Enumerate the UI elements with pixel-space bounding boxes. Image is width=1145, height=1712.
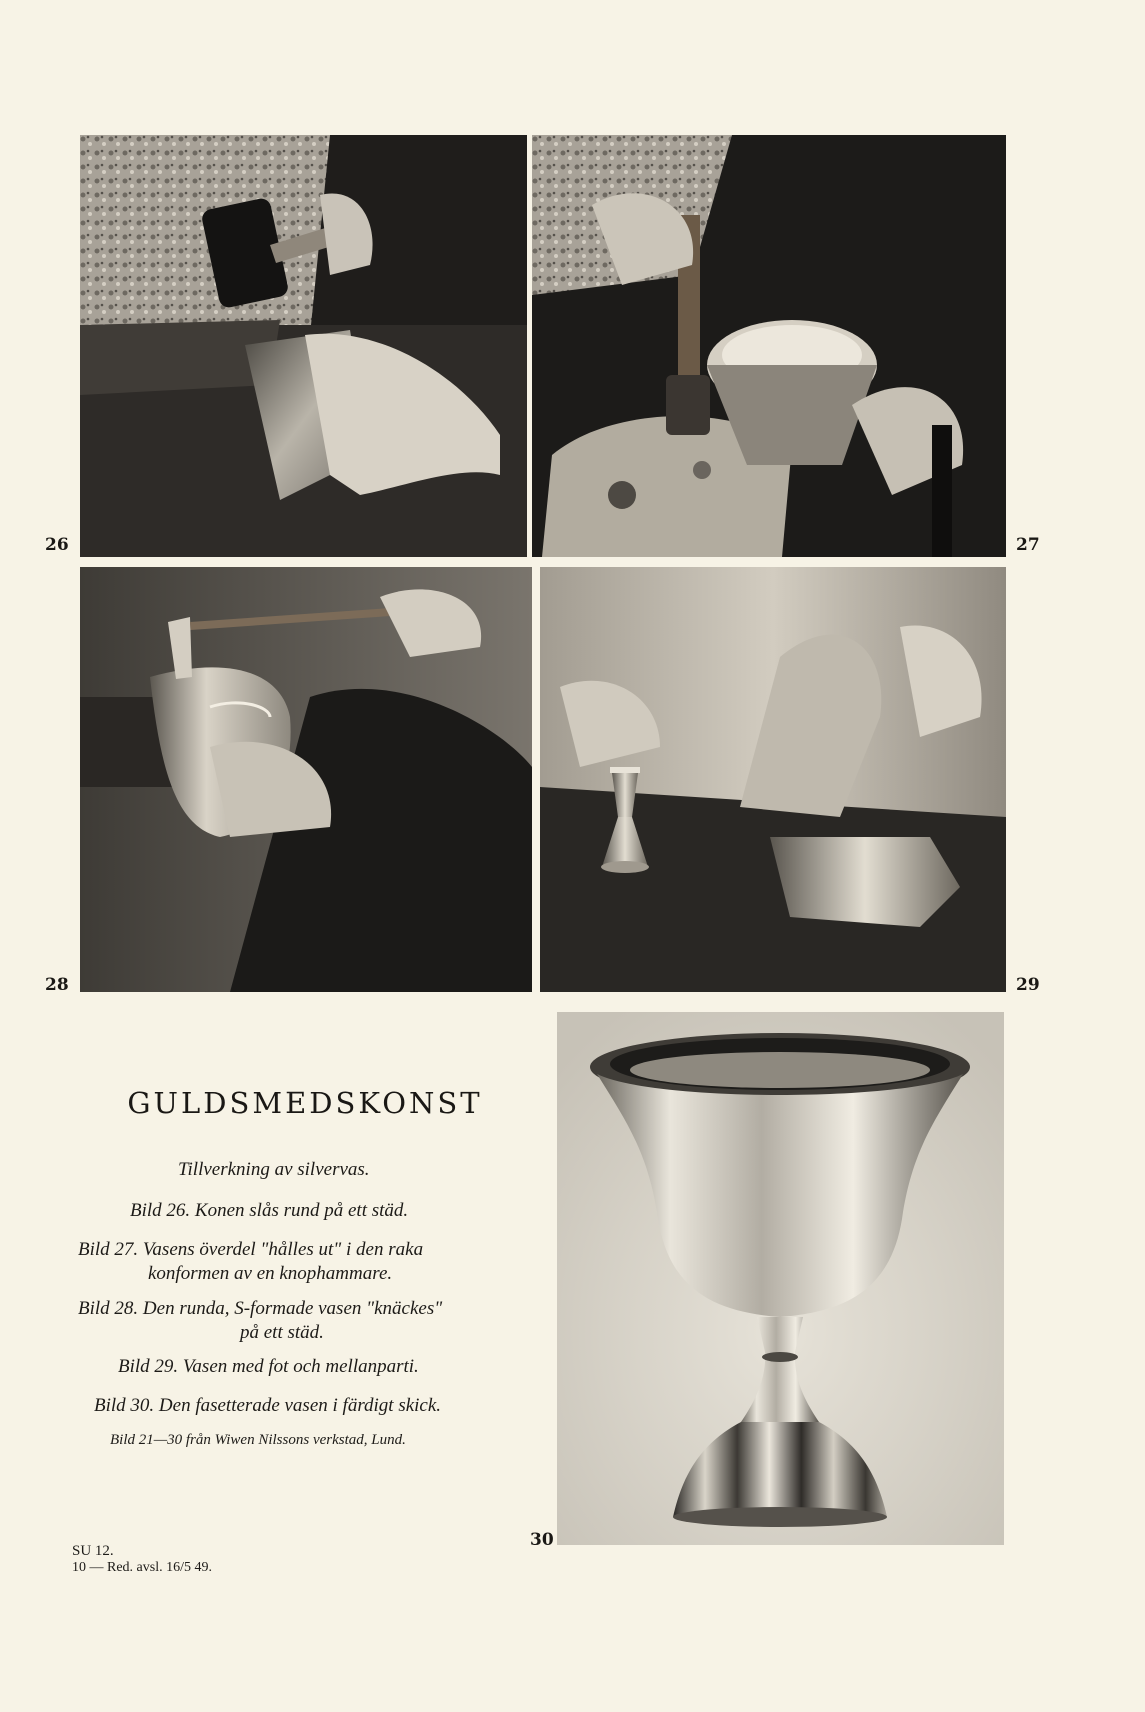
photo-26 — [80, 135, 527, 557]
photo-cone-anvil-icon — [80, 135, 527, 557]
caption-label: Bild 26. — [130, 1200, 191, 1221]
caption-text: Vasens överdel "hålles ut" i den raka — [142, 1239, 424, 1260]
photo-29 — [540, 567, 1006, 992]
caption-bild-30 — [94, 1394, 441, 1418]
figure-number-29: 29 — [1016, 975, 1040, 995]
caption-bild-29 — [118, 1355, 419, 1379]
caption-label: Bild 29. — [118, 1356, 179, 1377]
footer-edition: 10 — Red. avsl. 16/5 49. — [72, 1560, 212, 1575]
photo-28 — [80, 567, 532, 992]
photo-credit: Bild 21—30 från Wiwen Nilssons verkstad, Lund. — [110, 1432, 406, 1448]
figure-number-26: 26 — [45, 535, 69, 555]
caption-label: Bild 27. — [78, 1239, 139, 1260]
subtitle-text: Tillverkning av silvervas. — [178, 1159, 370, 1180]
figure-number-30: 30 — [530, 1530, 554, 1550]
caption-text-continued: på ett städ. — [240, 1322, 324, 1343]
photo-27 — [532, 135, 1006, 557]
caption-text-continued: konformen av en knophammare. — [148, 1263, 393, 1284]
photo-finished-vase-icon — [557, 1012, 1004, 1545]
photo-vase-foot-icon — [540, 567, 1006, 992]
caption-text: Vasen med fot och mellanparti. — [182, 1356, 419, 1377]
caption-subtitle — [178, 1158, 370, 1182]
photo-30 — [557, 1012, 1004, 1545]
caption-bild-26 — [130, 1199, 408, 1223]
caption-label: Bild 28. — [78, 1298, 139, 1319]
figure-number-28: 28 — [45, 975, 69, 995]
photo-vase-anvil-icon — [80, 567, 532, 992]
article-title: GULDSMEDSKONST — [127, 1086, 483, 1120]
caption-text: Den fasetterade vasen i färdigt skick. — [158, 1395, 442, 1416]
footer-code: SU 12. — [72, 1543, 114, 1559]
caption-label: Bild 30. — [94, 1395, 155, 1416]
caption-bild-28 — [78, 1297, 518, 1345]
caption-text: Den runda, S-formade vasen "knäckes" — [142, 1298, 443, 1319]
figure-number-27: 27 — [1016, 535, 1040, 555]
caption-bild-27 — [78, 1238, 518, 1286]
caption-text: Konen slås rund på ett städ. — [194, 1200, 409, 1221]
photo-knob-hammer-icon — [532, 135, 1006, 557]
